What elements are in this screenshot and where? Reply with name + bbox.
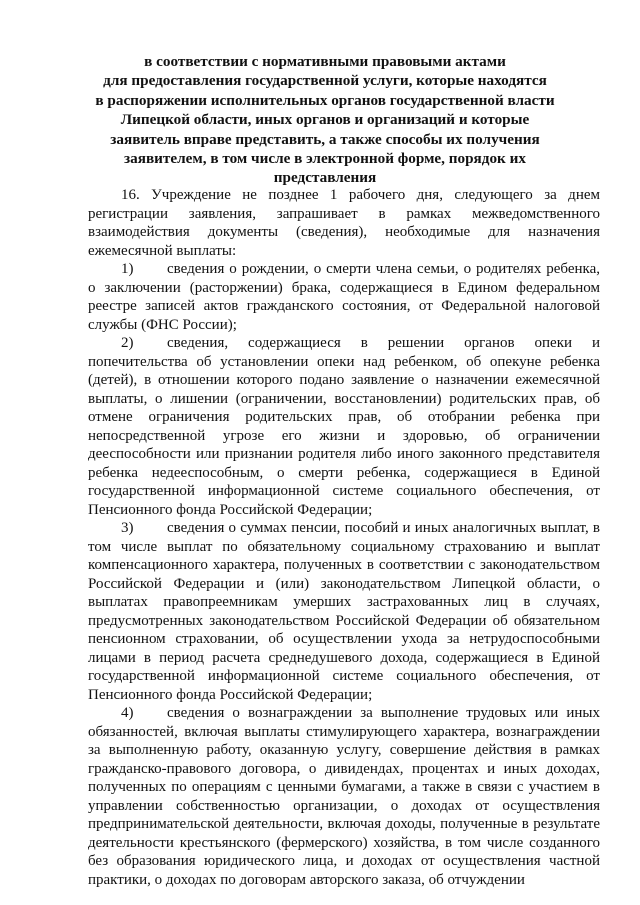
list-item-number: 3)	[121, 520, 134, 536]
list-item	[88, 334, 600, 519]
list-item-text: сведения о рождении, о смерти члена семьи, о родителях ребенка, о заключении (расторжении) брака, содержащиеся в Едином федеральном реестре записей актов гражданского состояния, от Федеральной налоговой службы (ФНС России);	[88, 261, 600, 333]
list-item	[88, 260, 600, 334]
list-item-number: 4)	[121, 705, 134, 721]
list-item	[88, 704, 600, 889]
list-item-number: 2)	[121, 335, 134, 351]
list-item	[88, 519, 600, 704]
heading-line: заявителем, в том числе в электронной форме, порядок их	[124, 150, 526, 168]
list-item-text: сведения, содержащиеся в решении органов опеки и попечительства об установлении опеки над ребенком, об опекуне ребенка (детей), в отношении которого подано заявление о назначении ежемесячной выплаты, о лишении (ограничении, восстановлении) родительских прав, об отмене ограничения родительских прав, об отобрании ребенка при непосредственной угрозе его жизни и здоровью, об ограничении дееспособности или признании родителя либо иного законного представителя ребенка недееспособным, о смерти ребенка, содержащиеся в Единой государственной информационной системе социального обеспечения, от Пенсионного фонда Российской Федерации;	[88, 335, 600, 518]
heading-line: в соответствии с нормативными правовыми актами	[144, 53, 506, 70]
list-item-number: 1)	[121, 261, 134, 277]
section-heading	[60, 52, 590, 188]
heading-line: для предоставления государственной услуги, которые находятся	[103, 72, 547, 90]
document-body	[88, 186, 600, 889]
heading-line: Липецкой области, иных органов и организаций и которые	[120, 111, 530, 129]
heading-line: представления	[273, 169, 377, 187]
list-item-text: сведения о суммах пенсии, пособий и иных аналогичных выплат, в том числе выплат по обязательному социальному страхованию и выплат компенсационного характера, полученных в соответствии с законодательством Российской Федерации и (или) законодательством Липецкой области, о выплатах правопреемникам умерших застрахованных лиц в случаях, предусмотренных законодательством Российской Федерации об обязательном пенсионном страховании, об осуществлении ухода за нетрудоспособными лицами в период расчета среднедушевого дохода, содержащиеся в Единой государственной информационной системе социального обеспечения, от Пенсионного фонда Российской Федерации;	[88, 520, 600, 703]
heading-line: в распоряжении исполнительных органов государственной власти	[95, 91, 555, 109]
heading-line: заявитель вправе представить, а также способы их получения	[110, 130, 540, 148]
paragraph-16: 16. Учреждение не позднее 1 рабочего дня, следующего за днем регистрации заявления, запрашивает в рамках межведомственного взаимодействия документы (сведения), необходимые для назначения ежемесячной выплаты:	[88, 187, 600, 259]
list-item-text: сведения о вознаграждении за выполнение трудовых или иных обязанностей, включая выплаты стимулирующего характера, вознаграждении за выполненную работу, оказанную услугу, совершение действия в рамках гражданско-правового договора, о дивидендах, процентах и иных доходах, полученных по операциям с ценными бумагами, а также в связи с участием в управлении собственностью организации, о доходах от осуществления предпринимательской деятельности, включая доходы, полученные в результате деятельности крестьянского (фермерского) хозяйства, в том числе созданного без образования юридического лица, и доходах от осуществления частной практики, о доходах по договорам авторского заказа, об отчуждении	[88, 705, 600, 888]
